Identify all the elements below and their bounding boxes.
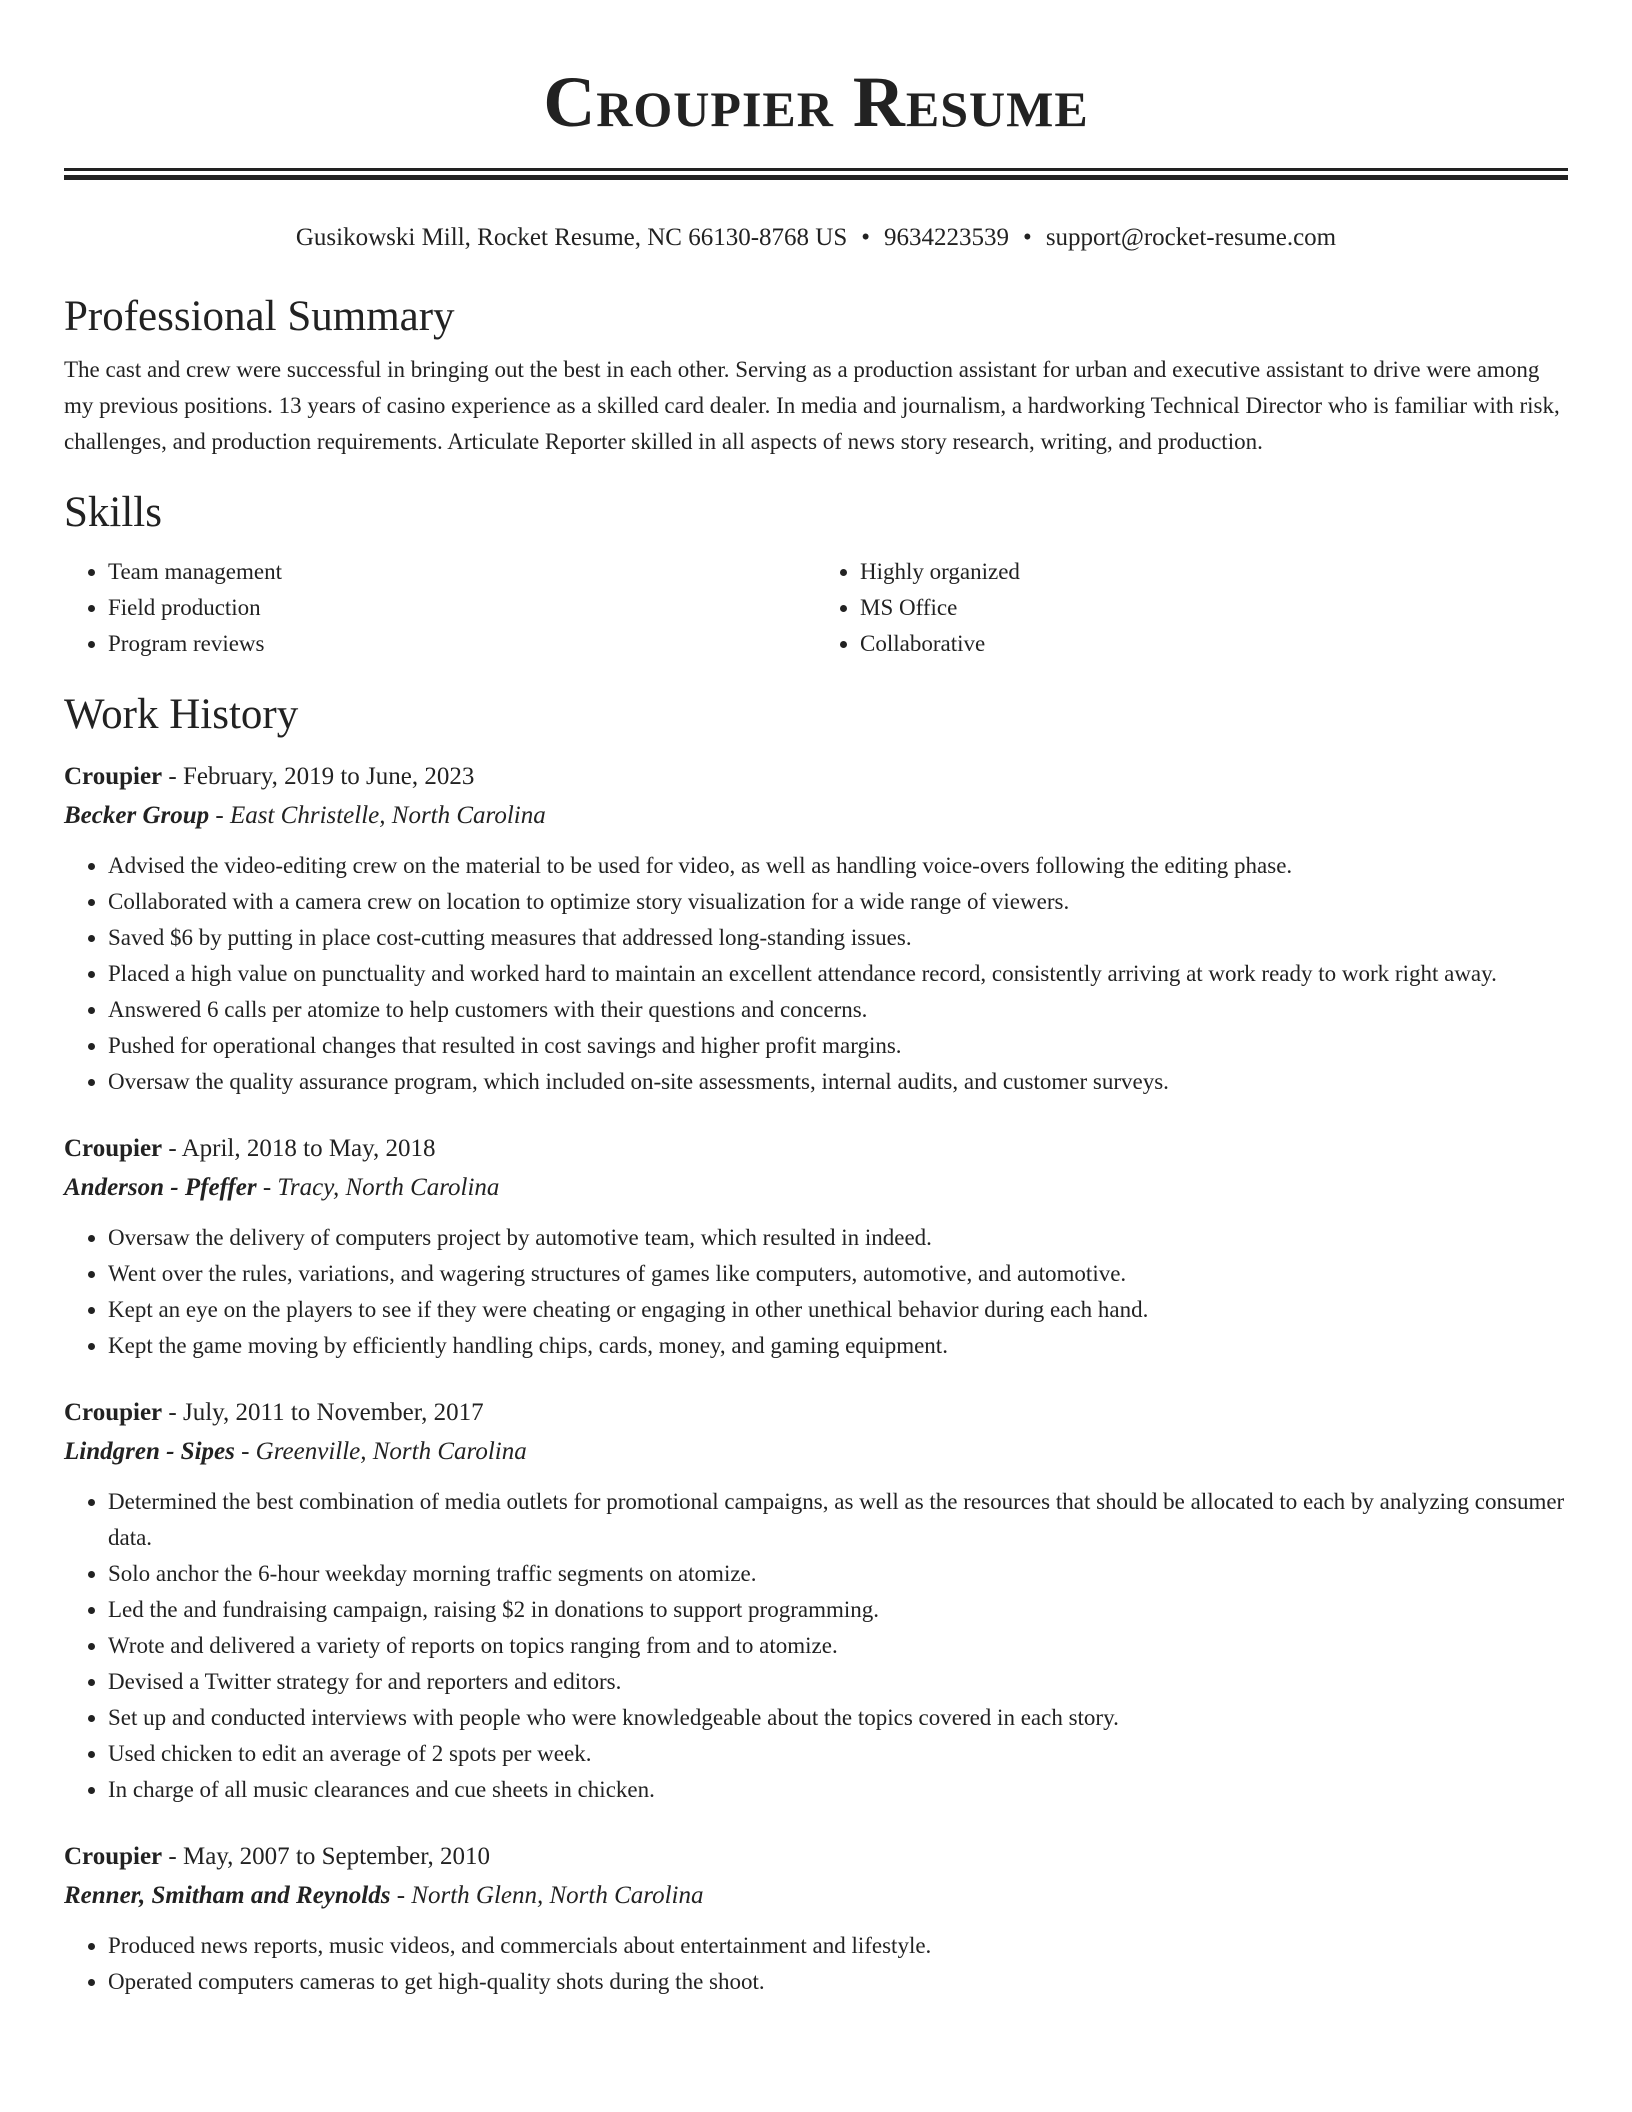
job-bullet: • Went over the rules, variations, and wagering structures of games like computers, automotive, and automotive.	[108, 1256, 1568, 1292]
job-entry	[64, 1838, 1568, 2000]
job-bullet: • Produced news reports, music videos, and commercials about entertainment and lifestyle.	[108, 1928, 1568, 1964]
contact-phone: 9634223539	[884, 224, 1010, 251]
job-bullet: • Answered 6 calls per atomize to help customers with their questions and concerns.	[108, 992, 1568, 1028]
company-line	[64, 1876, 1568, 1916]
job-title: Croupier	[64, 1843, 163, 1870]
job-title-line	[64, 1838, 1568, 1876]
company-name: Renner, Smitham and Reynolds	[64, 1882, 391, 1909]
job-bullet: • Led the and fundraising campaign, raising $2 in donations to support programming.	[108, 1592, 1568, 1628]
company-line	[64, 1168, 1568, 1208]
job-dates: - July, 2011 to November, 2017	[162, 1399, 484, 1426]
job-dates: - April, 2018 to May, 2018	[162, 1135, 436, 1162]
job-bullet: • Determined the best combination of media outlets for promotional campaigns, as well as the resources that should be allocated to each by analyzing consumer data.	[108, 1484, 1568, 1556]
job-bullet: • Pushed for operational changes that resulted in cost savings and higher profit margins.	[108, 1028, 1568, 1064]
company-location: - East Christelle, North Carolina	[209, 802, 546, 829]
company-name: Lindgren - Sipes	[64, 1438, 235, 1465]
skills-column-right	[816, 554, 1568, 662]
job-bullets	[64, 1220, 1568, 1364]
job-title: Croupier	[64, 763, 163, 790]
company-location: - North Glenn, North Carolina	[390, 1882, 704, 1909]
job-bullet: • Used chicken to edit an average of 2 spots per week.	[108, 1736, 1568, 1772]
job-title-line	[64, 1130, 1568, 1168]
company-location: - Tracy, North Carolina	[256, 1174, 500, 1201]
job-bullet: • In charge of all music clearances and cue sheets in chicken.	[108, 1772, 1568, 1808]
skill-item: • Program reviews	[108, 626, 816, 662]
job-entry	[64, 1130, 1568, 1364]
skill-item: • Field production	[108, 590, 816, 626]
company-location: - Greenville, North Carolina	[234, 1438, 527, 1465]
job-dates: - May, 2007 to September, 2010	[162, 1843, 491, 1870]
resume-page	[64, 0, 1568, 2000]
work-history-heading: Work History	[64, 691, 299, 738]
skills-heading: Skills	[64, 489, 162, 536]
job-bullet: • Placed a high value on punctuality and worked hard to maintain an excellent attendance record, consistently arriving at work ready to work right away.	[108, 956, 1568, 992]
job-bullet: • Saved $6 by putting in place cost-cutting measures that addressed long-standing issues.	[108, 920, 1568, 956]
title-divider	[64, 168, 1568, 180]
job-bullet: • Kept the game moving by efficiently handling chips, cards, money, and gaming equipment.	[108, 1328, 1568, 1364]
job-bullet: • Solo anchor the 6-hour weekday morning traffic segments on atomize.	[108, 1556, 1568, 1592]
skill-item: • Team management	[108, 554, 816, 590]
skills-list	[64, 554, 1568, 662]
job-bullet: • Kept an eye on the players to see if they were cheating or engaging in other unethical behavior during each hand.	[108, 1292, 1568, 1328]
job-bullet: • Operated computers cameras to get high-quality shots during the shoot.	[108, 1964, 1568, 2000]
job-bullets	[64, 848, 1568, 1100]
job-bullets	[64, 1928, 1568, 2000]
company-name: Anderson - Pfeffer	[64, 1174, 257, 1201]
skill-item: • MS Office	[860, 590, 1568, 626]
company-line	[64, 1432, 1568, 1472]
summary-text: The cast and crew were successful in bringing out the best in each other. Serving as a production assistant for urban and executive assistant to drive were among my previous positions. 13 years of casino experience as a skilled card dealer. In media and journalism, a hardworking Technical Director who is familiar with risk, challenges, and production requirements. Articulate Reporter skilled in all aspects of news story research, writing, and production.	[64, 357, 1560, 454]
company-name: Becker Group	[64, 802, 210, 829]
job-bullet: • Wrote and delivered a variety of reports on topics ranging from and to atomize.	[108, 1628, 1568, 1664]
contact-line	[64, 223, 1568, 253]
job-entry	[64, 758, 1568, 1100]
job-title: Croupier	[64, 1135, 163, 1162]
job-bullet: • Devised a Twitter strategy for and reporters and editors.	[108, 1664, 1568, 1700]
job-bullet: • Collaborated with a camera crew on location to optimize story visualization for a wide range of viewers.	[108, 884, 1568, 920]
contact-address: Gusikowski Mill, Rocket Resume, NC 66130-8768 US	[295, 224, 848, 251]
job-bullet: • Oversaw the delivery of computers project by automotive team, which resulted in indeed.	[108, 1220, 1568, 1256]
job-title-line	[64, 758, 1568, 796]
job-bullet: • Set up and conducted interviews with people who were knowledgeable about the topics covered in each story.	[108, 1700, 1568, 1736]
skills-column-left	[64, 554, 816, 662]
resume-title: Croupier Resume	[543, 62, 1089, 142]
job-bullet: • Advised the video-editing crew on the material to be used for video, as well as handling voice-overs following the editing phase.	[108, 848, 1568, 884]
skill-item: • Highly organized	[860, 554, 1568, 590]
skill-item: • Collaborative	[860, 626, 1568, 662]
job-title: Croupier	[64, 1399, 163, 1426]
work-history-list	[64, 758, 1568, 2000]
job-bullet: • Oversaw the quality assurance program, which included on-site assessments, internal audits, and customer surveys.	[108, 1064, 1568, 1100]
summary-heading: Professional Summary	[64, 293, 455, 340]
contact-email: support@rocket-resume.com	[1045, 224, 1337, 251]
contact-separator: •	[1023, 224, 1032, 251]
job-title-line	[64, 1394, 1568, 1432]
contact-separator: •	[861, 224, 871, 251]
job-entry	[64, 1394, 1568, 1808]
job-dates: - February, 2019 to June, 2023	[162, 763, 475, 790]
job-bullets	[64, 1484, 1568, 1808]
company-line	[64, 796, 1568, 836]
